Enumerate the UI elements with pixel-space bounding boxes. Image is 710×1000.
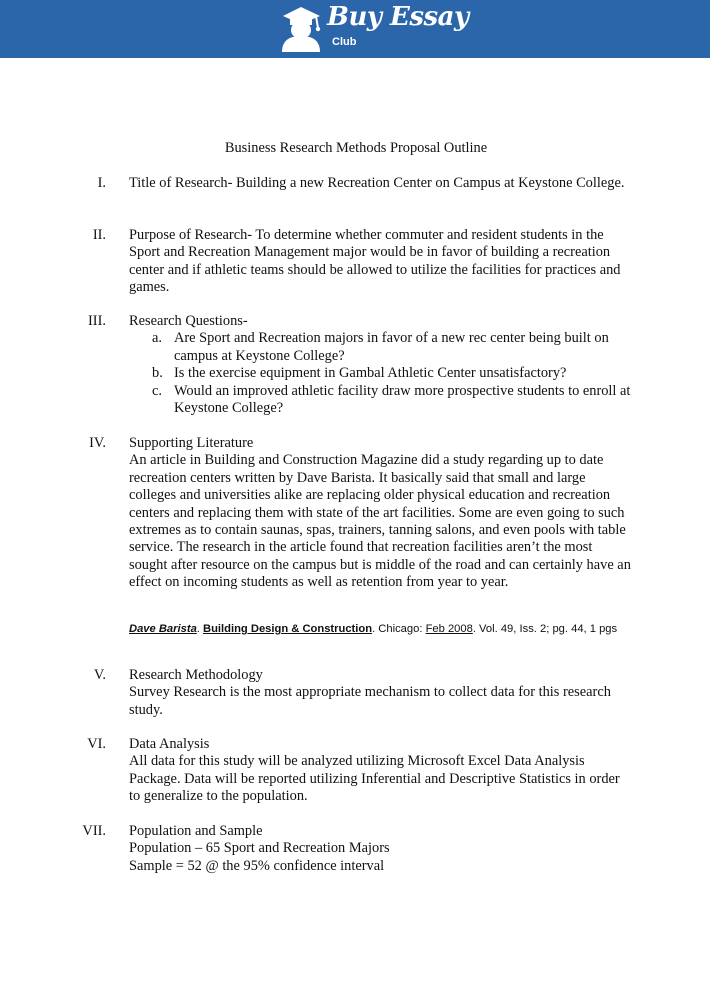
section-number: III.: [88, 313, 106, 329]
logo-wordmark: Buy Essay: [327, 2, 469, 32]
section-number: V.: [93, 667, 106, 683]
list-item: [129, 365, 634, 382]
header-banner: [0, 0, 710, 58]
list-item-text: Would an improved athletic facility draw more prospective students to enroll at Keystone College?: [174, 382, 631, 417]
section-heading: Research Questions-: [129, 313, 248, 329]
citation-place: . Chicago:: [372, 623, 426, 635]
section-line: Population – 65 Sport and Recreation Majors: [129, 840, 390, 857]
section-paragraph: An article in Building and Construction Magazine did a study regarding up to date recreation centers written by Dave Barista. It basically said that small and large colleges and universities alike are replacing older physical education and recreation centers and replacing them with state of the art facilities. Some are even going to such extremes as to contain saunas, spas, trainers, tanning salons, and even pools with table service. The research in the article found that recreation facilities aren’t the most sought after resource on the campus but is middle of the road and can certainly have an effect on incoming students as well as retention from year to year.: [129, 452, 631, 591]
section-line: Sample = 52 @ the 95% confidence interval: [129, 857, 385, 874]
section-paragraph: All data for this study will be analyzed utilizing Microsoft Excel Data Analysis Package. Data will be reported utilizing Inferential and Descriptive Statistics in order to generalize to the population.: [129, 753, 620, 805]
section-number: VI.: [87, 736, 106, 752]
citation-date[interactable]: Feb 2008: [425, 623, 473, 635]
list-item-text: Are Sport and Recreation majors in favor of a new rec center being built on campus at Keystone College?: [174, 330, 609, 364]
research-questions-list: [129, 330, 634, 417]
citation-details: . Vol. 49, Iss. 2; pg. 44, 1 pgs: [472, 623, 618, 635]
list-letter: b.: [152, 365, 163, 382]
section-heading: Population and Sample: [129, 823, 263, 839]
list-item-text: Is the exercise equipment in Gambal Athletic Center unsatisfactory?: [174, 365, 567, 382]
citation-author[interactable]: Dave Barista: [129, 623, 197, 635]
citation-journal[interactable]: Building Design & Construction: [203, 623, 373, 635]
section-heading: Data Analysis: [129, 736, 210, 752]
section-number: VII.: [82, 823, 106, 839]
section-heading: Purpose of Research- To determine whether commuter and resident students in the Sport and Recreation Management major would be in favor of building a recreation center and if athletic teams should be allowed to utilize the facilities for practices and games.: [129, 227, 621, 296]
list-letter: c.: [152, 382, 162, 399]
section-number: II.: [92, 227, 106, 243]
section-paragraph: Survey Research is the most appropriate mechanism to collect data for this research study.: [129, 684, 611, 718]
section-heading: Research Methodology: [129, 667, 263, 683]
site-logo[interactable]: [278, 2, 469, 54]
document-title: Business Research Methods Proposal Outline: [224, 140, 488, 156]
section-heading: Supporting Literature: [129, 435, 254, 451]
list-letter: a.: [152, 330, 162, 347]
section-number: I.: [97, 175, 106, 191]
section-heading: Title of Research- Building a new Recreation Center on Campus at Keystone College.: [129, 175, 625, 191]
list-item: [129, 330, 634, 365]
graduate-icon: [278, 4, 326, 54]
list-item: [129, 383, 634, 418]
logo-subtitle: Club: [332, 36, 357, 48]
section-number: IV.: [89, 435, 106, 451]
citation-separator: .: [196, 623, 204, 635]
citation: [129, 622, 629, 637]
